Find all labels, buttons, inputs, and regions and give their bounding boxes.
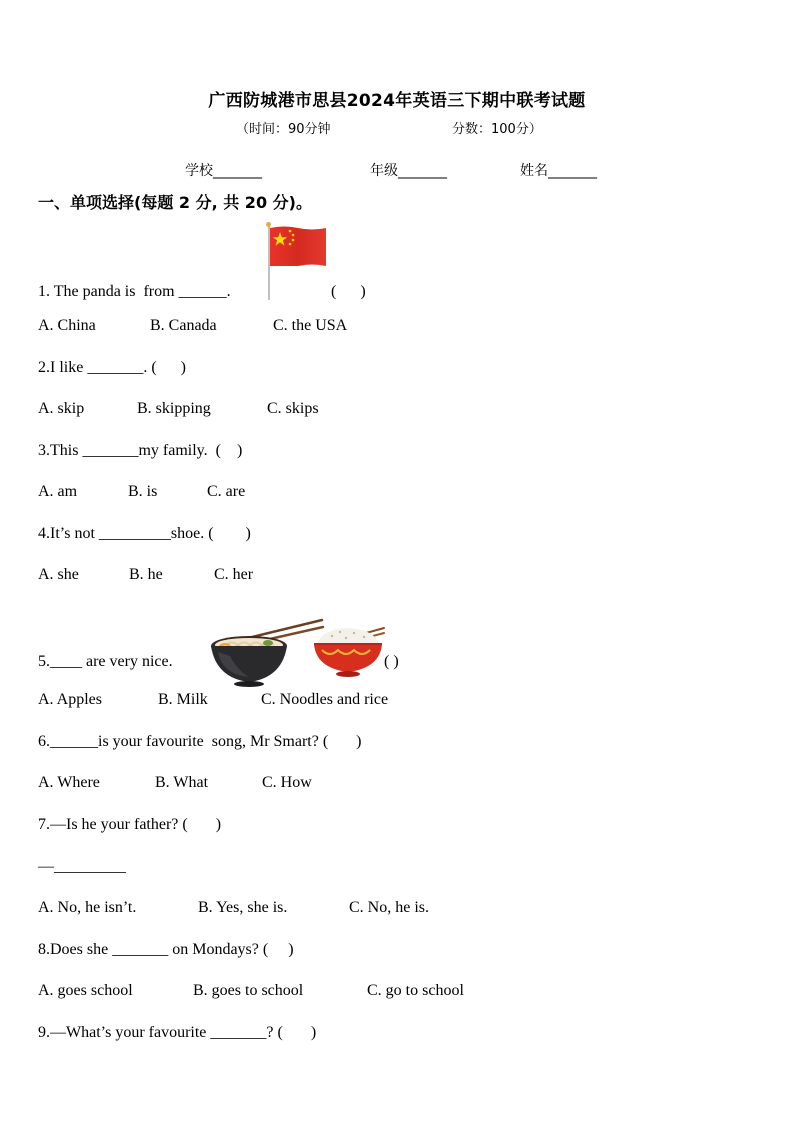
question-2: 2.I like _______. ( )	[38, 359, 186, 376]
exam-time: （时间：90分钟	[236, 122, 331, 137]
q2-option-a[interactable]: A. skip	[38, 400, 85, 417]
section-heading: 一、单项选择(每题 2 分, 共 20 分)。	[38, 193, 312, 212]
question-8: 8.Does she _______ on Mondays? ( )	[38, 941, 294, 958]
q7-option-c[interactable]: C. No, he is.	[349, 899, 429, 916]
q2-option-b[interactable]: B. skipping	[137, 400, 211, 417]
question-4: 4.It’s not _________shoe. ( )	[38, 525, 251, 542]
question-5-answer-paren[interactable]: ( )	[384, 653, 399, 670]
q7-option-a[interactable]: A. No, he isn’t.	[38, 899, 137, 916]
q7-option-b[interactable]: B. Yes, she is.	[198, 899, 288, 916]
q6-option-b[interactable]: B. What	[155, 774, 209, 791]
q6-option-c[interactable]: C. How	[262, 774, 312, 791]
q5-option-a[interactable]: A. Apples	[38, 691, 102, 708]
school-field[interactable]: 学校_______	[185, 163, 262, 179]
q8-option-a[interactable]: A. goes school	[38, 982, 133, 999]
q6-option-a[interactable]: A. Where	[38, 774, 100, 791]
q4-option-a[interactable]: A. she	[38, 566, 79, 583]
question-5: 5.____ are very nice.	[38, 653, 173, 670]
q4-option-b[interactable]: B. he	[129, 566, 163, 583]
q3-option-b[interactable]: B. is	[128, 483, 158, 500]
q3-option-a[interactable]: A. am	[38, 483, 78, 500]
q5-option-b[interactable]: B. Milk	[158, 691, 208, 708]
noodles-and-rice-bowls-icon	[200, 598, 380, 673]
name-field[interactable]: 姓名_______	[520, 163, 597, 179]
q5-option-c[interactable]: C. Noodles and rice	[261, 691, 389, 708]
question-1: 1. The panda is from ______.	[38, 283, 231, 300]
question-7: 7.—Is he your father? ( )	[38, 816, 222, 833]
question-1-answer-paren[interactable]: ( )	[331, 283, 366, 300]
q1-option-b[interactable]: B. Canada	[150, 317, 217, 334]
exam-score: 分数：100分）	[452, 122, 542, 137]
q4-option-c[interactable]: C. her	[214, 566, 254, 583]
question-9: 9.—What’s your favourite _______? ( )	[38, 1024, 317, 1041]
q2-option-c[interactable]: C. skips	[267, 400, 319, 417]
q8-option-c[interactable]: C. go to school	[367, 982, 464, 999]
question-7-answer-line[interactable]: —_________	[38, 858, 126, 875]
china-flag-icon	[266, 222, 326, 302]
question-3: 3.This _______my family. ( )	[38, 442, 243, 459]
q1-option-a[interactable]: A. China	[38, 317, 96, 334]
q8-option-b[interactable]: B. goes to school	[193, 982, 304, 999]
page-title: 广西防城港市思县2024年英语三下期中联考试题	[208, 91, 586, 111]
question-6: 6.______is your favourite song, Mr Smart? ( )	[38, 733, 362, 750]
q1-option-c[interactable]: C. the USA	[273, 317, 348, 334]
q3-option-c[interactable]: C. are	[207, 483, 246, 500]
grade-field[interactable]: 年级_______	[370, 163, 447, 179]
